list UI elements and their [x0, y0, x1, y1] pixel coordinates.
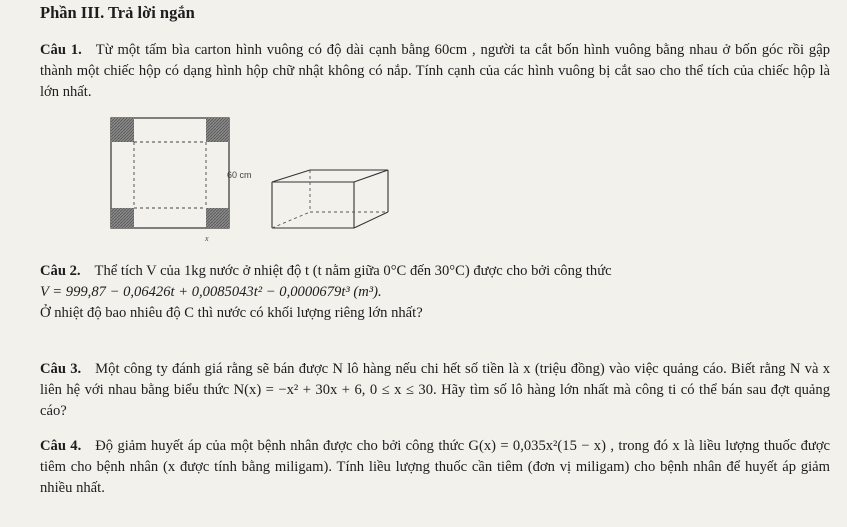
question-1-text: Từ một tấm bìa carton hình vuông có độ dài cạnh bằng 60cm , người ta cắt bốn hình vuông bằng nhau ở bốn góc rồi gập thành một chiếc hộp có dạng hình hộp chữ nhật không có nắp. Tính cạnh của các hình vuông bị cắt sao cho thể tích của chiếc hộp là lớn nhất. [40, 42, 831, 100]
cut-corner-top-right [206, 118, 229, 142]
cut-size-label: x [205, 234, 209, 243]
question-4-text: Độ giảm huyết áp của một bệnh nhân được cho bởi công thức G(x) = 0,035x²(15 − x) , trong đó x là liều lượng thuốc được tiêm cho bệnh nhân (x được tính bằng miligam). Tính liều lượng thuốc cần tiêm (đơn vị miligam) cho bệnh nhân để huyết áp giảm nhiều nhất. [40, 438, 831, 496]
question-3-number: Câu 3. [40, 361, 82, 377]
question-1 [40, 40, 830, 103]
question-1-number: Câu 1. [40, 42, 82, 58]
cut-corner-bottom-left [111, 208, 134, 228]
open-box-figure [270, 160, 395, 235]
question-3 [40, 359, 830, 422]
question-2-formula: V = 999,87 − 0,06426t + 0,0085043t² − 0,0000679t³ (m³). [40, 284, 382, 300]
question-2-text: Thể tích V của 1kg nước ở nhiệt độ t (t nằm giữa 0°C đến 30°C) được cho bởi công thức [94, 263, 612, 279]
question-2 [40, 261, 830, 324]
question-3-text: Một công ty đánh giá rằng sẽ bán được N lô hàng nếu chi hết số tiền là x (triệu đồng) vào việc quảng cáo. Biết rằng N và x liên hệ với nhau bằng biểu thức N(x) = −x² + 30x + 6, 0 ≤ x ≤ 30. Hãy tìm số lô hàng lớn nhất mà công ti có thể bán sau đợt quảng cáo? [40, 361, 830, 419]
question-4-number: Câu 4. [40, 438, 82, 454]
question-4 [40, 436, 830, 499]
section-heading: Phần III. Trả lời ngắn [40, 3, 195, 22]
question-2-number: Câu 2. [40, 263, 81, 279]
question-2-question: Ở nhiệt độ bao nhiêu độ C thì nước có khối lượng riêng lớn nhất? [40, 305, 423, 321]
cut-corner-top-left [111, 118, 134, 142]
cardboard-net-figure [105, 116, 255, 246]
cut-corner-bottom-right [206, 208, 229, 228]
side-length-label: 60 cm [227, 170, 252, 180]
